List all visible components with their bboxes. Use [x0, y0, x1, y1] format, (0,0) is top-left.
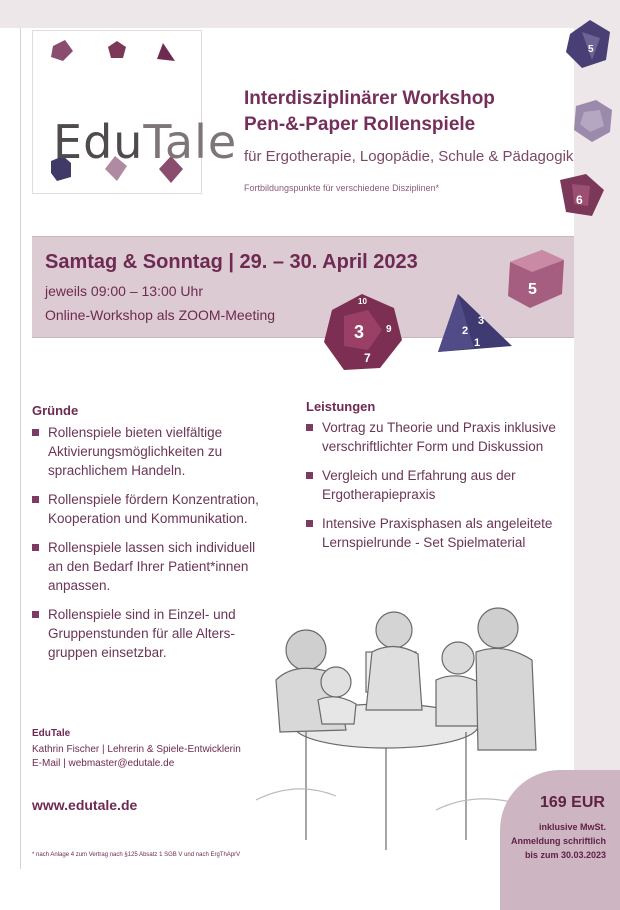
d12-logo-icon	[108, 41, 126, 58]
d6-number: 5	[528, 281, 537, 298]
points-note: Fortbildungspunkte für verschiedene Disziplinen*	[244, 183, 440, 193]
d12-center-number: 3	[354, 322, 365, 342]
list-item: Intensive Praxisphasen als angeleitete Lernspielrunde - Set Spielmaterial	[306, 514, 562, 552]
price-deadline: bis zum 30.03.2023	[524, 850, 606, 860]
logo-edu: Edu	[53, 115, 144, 169]
list-item: Rollenspiele sind in Einzel- und Gruppenstunden für alle Alters- gruppen einsetzbar.	[32, 605, 272, 662]
price-registration: Anmeldung schriftlich	[510, 836, 606, 846]
d10-right-icon	[552, 172, 612, 222]
frame-top-strip	[0, 0, 620, 28]
event-date: Samtag & Sonntag | 29. – 30. April 2023	[45, 251, 418, 273]
services-heading: Leistungen	[306, 399, 376, 414]
title-line-2: Pen-&-Paper Rollenspiele	[244, 114, 476, 135]
d20-number: 5	[588, 44, 594, 55]
title-line-1: Interdisziplinärer Workshop	[244, 88, 495, 109]
logo-wordmark	[53, 115, 237, 169]
d12-top-number: 10	[358, 297, 367, 306]
subtitle: für Ergotherapie, Logopädie, Schule & Pädagogik	[244, 148, 574, 165]
d12-right-icon	[566, 96, 620, 146]
contact-person: Kathrin Fischer | Lehrerin & Spiele-Entwicklerin	[32, 744, 241, 755]
d20-logo-icon	[51, 40, 73, 61]
bullet-icon	[306, 424, 313, 431]
price-amount: 169 EUR	[540, 794, 605, 811]
reasons-heading: Gründe	[32, 403, 79, 418]
d12-large-icon	[318, 290, 408, 376]
list-item: Rollenspiele fördern Konzentration, Kooperation und Kommunikation.	[32, 490, 272, 528]
event-time: jeweils 09:00 – 13:00 Uhr	[45, 283, 203, 299]
d6-pink-icon	[504, 246, 568, 312]
services-list	[306, 418, 562, 562]
d20-top-right-icon	[560, 16, 620, 76]
event-format: Online-Workshop als ZOOM-Meeting	[45, 307, 276, 323]
list-item: Rollenspiele bieten vielfältige Aktivierungsmöglichkeiten zu sprachlichem Handeln.	[32, 423, 272, 480]
bullet-icon	[306, 472, 313, 479]
d12-bottom-number: 7	[364, 351, 371, 365]
list-item: Vortrag zu Theorie und Praxis inklusive verschriftlichter Form und Diskussion	[306, 418, 562, 456]
bullet-icon	[32, 611, 39, 618]
d4-number-c: 3	[478, 315, 485, 327]
list-item: Vergleich und Erfahrung aus der Ergotherapiepraxis	[306, 466, 562, 504]
bullet-icon	[306, 520, 313, 527]
logo	[32, 30, 238, 194]
d4-number-b: 2	[462, 325, 469, 337]
d12-right-number: 9	[386, 324, 392, 335]
bullet-icon	[32, 496, 39, 503]
frame-left-line	[20, 28, 21, 869]
contact-email[interactable]: E-Mail | webmaster@edutale.de	[32, 758, 175, 769]
bullet-icon	[32, 429, 39, 436]
price-vat: inklusive MwSt.	[538, 822, 606, 832]
contact-name: EduTale	[32, 728, 71, 739]
footnote: * nach Anlage 4 zum Vertrag nach §125 Absatz 1 SGB V und nach ErgThAprV	[32, 852, 241, 858]
d4-number-a: 1	[474, 337, 481, 349]
d4-logo-icon	[157, 43, 175, 61]
d10-number: 6	[576, 193, 583, 207]
logo-tale: Tale	[143, 115, 238, 169]
website-link[interactable]: www.edutale.de	[32, 797, 138, 813]
list-item: Rollenspiele lassen sich individuell an den Bedarf Ihrer Patient*innen anpassen.	[32, 538, 272, 595]
bullet-icon	[32, 544, 39, 551]
